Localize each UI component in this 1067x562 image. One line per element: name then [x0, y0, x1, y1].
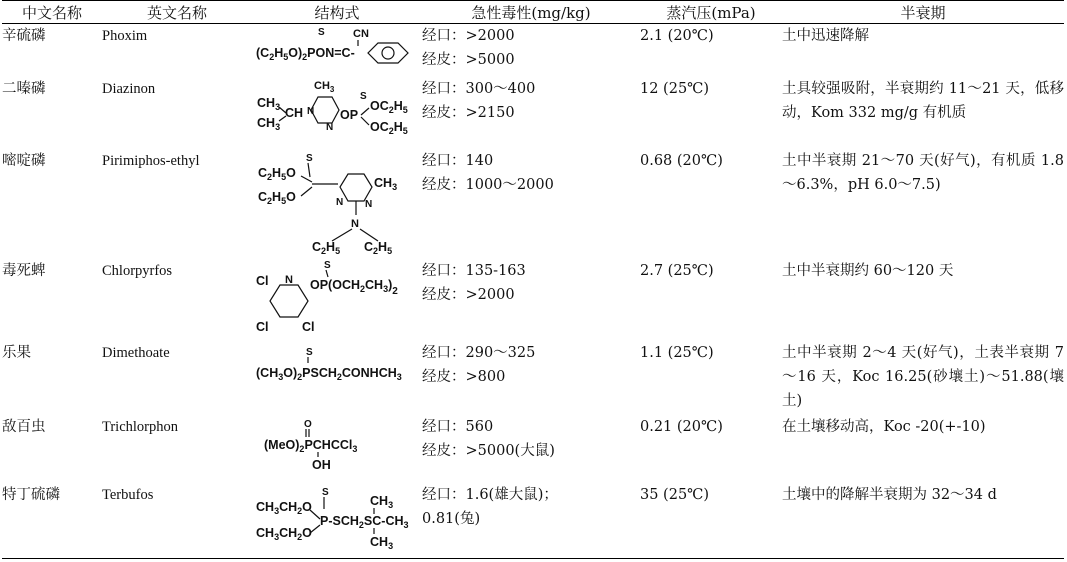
struct-main: $(C_2H_5O)_2PON=C-$	[256, 46, 355, 62]
half-life: 土中迅速降解	[782, 28, 869, 44]
structure-phoxim	[252, 24, 422, 77]
header-cn-name: 中文名称	[2, 1, 102, 24]
toxicity-oral: 经口：290～325	[422, 344, 536, 361]
struct-bond	[361, 108, 369, 115]
struct-n1: N	[307, 105, 315, 117]
structure-pirimiphos-drawing	[252, 149, 422, 257]
en-name: Terbufos	[102, 483, 252, 559]
table-row-terbufos	[2, 483, 1064, 559]
struct-pyridine-ring	[270, 285, 308, 317]
toxicity-cell	[422, 77, 640, 149]
toxicity-oral: 经口：560	[422, 418, 494, 435]
toxicity-dermal: 经皮：>2000	[422, 286, 515, 303]
struct-s: S	[360, 90, 367, 102]
toxicity-oral: 经口：>2000	[422, 28, 515, 44]
struct-bond	[326, 270, 328, 277]
table-row-diazinon	[2, 77, 1064, 149]
struct-oc1: $OC_2H_5$	[370, 98, 408, 115]
toxicity-oral: 经口：135-163	[422, 262, 526, 279]
struct-o2: $C_2H_5O$	[258, 189, 296, 206]
struct-e1: $C_2H_5$	[312, 239, 341, 256]
toxicity-dermal: 经皮：>5000(大鼠)	[422, 442, 555, 459]
half-life: 土中半衰期 2～4 天(好气)，土表半衰期 7～16 天，Koc 16.25(砂壤土)～51.88(壤土)	[782, 344, 1064, 409]
toxicity-dermal: 经皮：>800	[422, 368, 506, 385]
struct-pyrimidine-ring	[311, 97, 339, 123]
structure-diazinon	[252, 77, 422, 149]
en-name: Trichlorphon	[102, 418, 178, 435]
toxicity-cell	[422, 259, 640, 341]
struct-cn: CN	[353, 28, 369, 40]
vapor-pressure: 2.1 (20℃)	[640, 28, 714, 44]
en-name: Pirimiphos-ethyl	[102, 152, 200, 169]
structure-terbufos	[252, 483, 422, 559]
struct-formula: $(CH_3O)_2PSCH_2CONHCH_3$	[256, 365, 402, 382]
struct-n2: N	[365, 198, 373, 210]
structure-terbufos-drawing	[252, 483, 422, 553]
toxicity-oral: 经口：1.6(雄大鼠)；	[422, 486, 558, 503]
struct-o1: $CH_3CH_2O$	[256, 499, 312, 516]
header-toxicity: 急性毒性(mg/kg)	[422, 1, 640, 24]
structure-dimethoate-drawing	[252, 341, 422, 413]
en-name: Dimethoate	[102, 344, 170, 361]
struct-o2: $CH_3CH_2O$	[256, 525, 312, 542]
half-life: 土壤中的降解半衰期为 32～34 d	[782, 483, 1064, 559]
struct-n1: N	[336, 196, 344, 208]
toxicity-cell	[422, 341, 640, 415]
struct-formula: $(MeO)_2PCHCCl_3$	[264, 437, 358, 454]
half-life: 在土壤移动高，Koc -20(+-10)	[782, 418, 986, 435]
toxicity-cell	[422, 483, 640, 559]
toxicity-cell	[422, 415, 640, 483]
half-life: 土中半衰期约 60～120 天	[782, 262, 954, 279]
struct-e2: $C_2H_5$	[364, 239, 393, 256]
structure-diazinon-drawing	[252, 77, 422, 147]
half-life: 土中半衰期 21～70 天(好气)，有机质 1.8～6.3%，pH 6.0～7.5)	[782, 152, 1064, 193]
struct-o1: $C_2H_5O$	[258, 165, 296, 182]
header-half-life: 半衰期	[782, 1, 1064, 24]
table-row-dimethoate	[2, 341, 1064, 415]
cn-name: 辛硫磷	[2, 28, 46, 44]
struct-bond	[361, 117, 369, 125]
struct-ch3-top: $CH_3$	[370, 493, 394, 510]
header-structure: 结构式	[252, 1, 422, 24]
toxicity-dermal: 经皮：>2150	[422, 104, 515, 121]
struct-ch3-a: $CH_3$	[257, 95, 281, 112]
structure-trichlorphon-drawing	[252, 415, 422, 481]
struct-op: OP	[340, 107, 359, 122]
struct-s: S	[306, 346, 313, 358]
cn-name: 嘧啶磷	[2, 152, 46, 169]
structure-chlorpyrfos-drawing	[252, 259, 422, 339]
header-row	[2, 1, 1064, 24]
struct-benzene-ring	[368, 43, 408, 63]
vapor-pressure: 2.7 (25℃)	[640, 262, 714, 279]
structure-pirimiphos-ethyl	[252, 149, 422, 259]
struct-pyrimidine-ring	[340, 174, 372, 201]
toxicity-oral: 经口：140	[422, 152, 494, 169]
struct-oc2: $OC_2H_5$	[370, 119, 408, 136]
struct-s: S	[306, 152, 313, 164]
vapor-pressure: 35 (25℃)	[640, 483, 782, 559]
struct-aromatic	[382, 47, 394, 59]
cn-name: 乐果	[2, 344, 31, 361]
struct-ch3-top: $CH_3$	[314, 79, 335, 94]
half-life: 土具较强吸附，半衰期约 11～21 天，低移动，Kom 332 mg/g 有机质	[782, 80, 1064, 121]
struct-chain: $OP(OCH_2CH_3)_2$	[310, 277, 398, 297]
table-row-pirimiphos-ethyl	[2, 149, 1064, 259]
vapor-pressure: 12 (25℃)	[640, 80, 710, 97]
en-name: Diazinon	[102, 80, 156, 97]
struct-bond	[308, 163, 310, 177]
table-row-chlorpyrfos	[2, 259, 1064, 341]
toxicity-dermal: 0.81(兔)	[422, 510, 481, 527]
struct-ch3-bottom: $CH_3$	[370, 534, 394, 551]
structure-phoxim-drawing	[252, 24, 422, 74]
cn-name: 特丁硫磷	[2, 483, 102, 559]
vapor-pressure: 0.68 (20℃)	[640, 152, 723, 169]
cn-name: 二嗪磷	[2, 80, 46, 97]
table-row-trichlorphon	[2, 415, 1064, 483]
struct-n2: N	[326, 121, 334, 133]
struct-bond	[301, 187, 312, 196]
struct-s: S	[322, 486, 329, 498]
struct-n3: N	[351, 217, 359, 230]
struct-n: N	[285, 273, 293, 286]
struct-oh: OH	[312, 457, 331, 472]
header-en-name: 英文名称	[102, 1, 252, 24]
en-name: Phoxim	[102, 28, 148, 44]
pesticide-table	[2, 0, 1064, 559]
struct-ch: CH	[285, 105, 304, 120]
struct-ch3: $CH_3$	[374, 175, 398, 192]
toxicity-dermal: 经皮：>5000	[422, 52, 515, 68]
vapor-pressure: 0.21 (20℃)	[640, 418, 723, 435]
struct-cl1: Cl	[256, 273, 269, 288]
struct-cl2: Cl	[256, 319, 269, 334]
vapor-pressure: 1.1 (25℃)	[640, 344, 714, 361]
struct-o: O	[304, 418, 312, 430]
structure-chlorpyrfos	[252, 259, 422, 341]
header-vapor-pressure: 蒸汽压(mPa)	[640, 1, 782, 24]
structure-trichlorphon	[252, 415, 422, 483]
struct-s: S	[324, 259, 331, 271]
structure-dimethoate	[252, 341, 422, 415]
cn-name: 敌百虫	[2, 418, 46, 435]
struct-cl3: Cl	[302, 319, 315, 334]
struct-ch3-b: $CH_3$	[257, 115, 281, 132]
toxicity-dermal: 经皮：1000～2000	[422, 176, 554, 193]
toxicity-oral: 经口：300～400	[422, 80, 536, 97]
table-row-phoxim	[2, 24, 1064, 77]
en-name: Chlorpyrfos	[102, 262, 173, 279]
struct-bond	[310, 510, 320, 519]
cn-name: 毒死蜱	[2, 262, 46, 279]
toxicity-cell	[422, 149, 640, 259]
struct-s: S	[318, 27, 325, 38]
toxicity-cell	[422, 24, 640, 77]
struct-chain: $P-SCH_2SC-CH_3$	[320, 513, 409, 530]
